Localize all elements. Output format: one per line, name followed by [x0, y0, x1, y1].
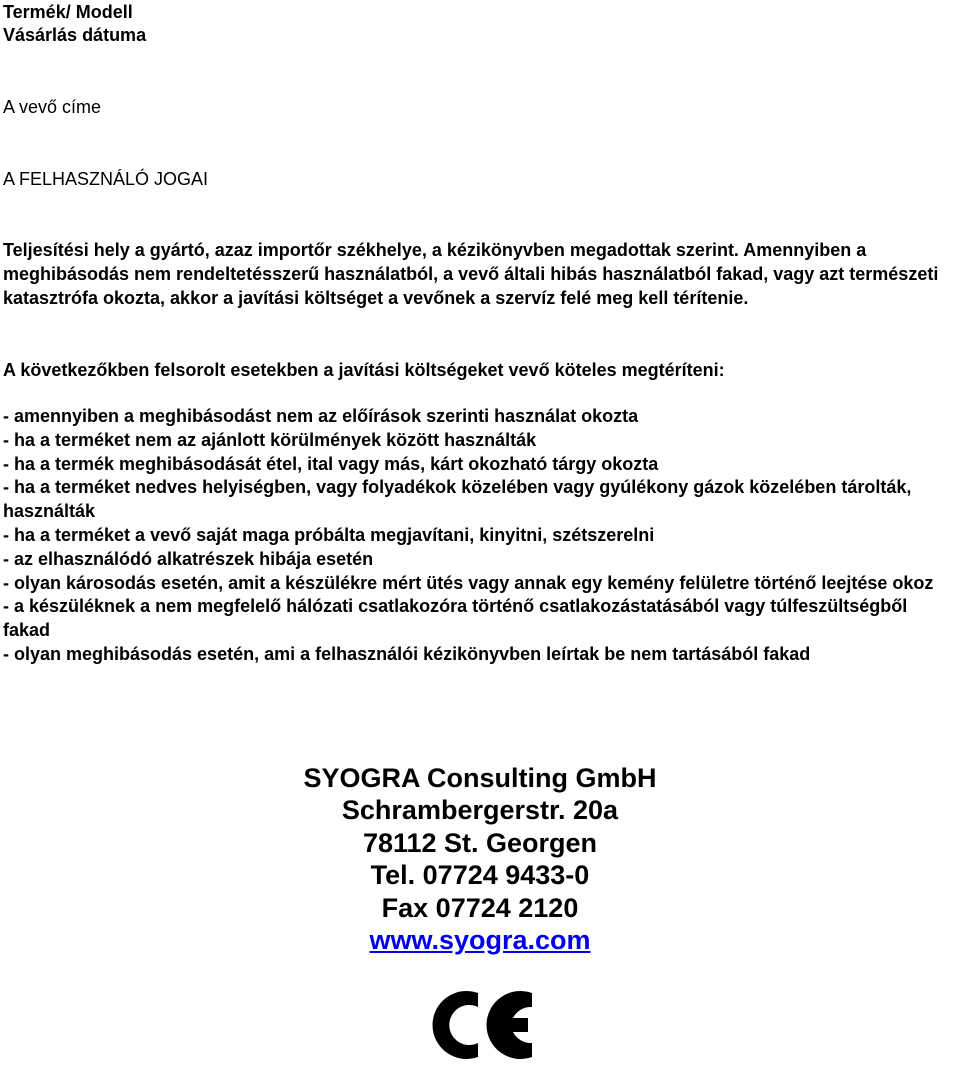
buyer-address-label: A vevő címe	[3, 97, 102, 117]
list-item: - ha a terméket nedves helyiségben, vagy folyadékok közelében vagy gyúlékony gázok közelében tárolták, használták	[3, 477, 912, 522]
product-model-label: Termék/ Modell	[3, 2, 133, 22]
company-phone: Tel. 07724 9433-0	[370, 860, 590, 891]
cost-cases-list	[3, 405, 957, 667]
company-street: Schrambergerstr. 20a	[341, 795, 619, 826]
list-item: - a készüléknek a nem megfelelő hálózati csatlakozóra történő csatlakozástatásából vagy túlfeszültségből fakad	[3, 596, 908, 641]
company-name: SYOGRA Consulting GmbH	[303, 763, 657, 793]
company-address-block	[0, 762, 960, 956]
company-city: 78112 St. Georgen	[362, 827, 598, 858]
ce-mark-icon	[428, 985, 538, 1065]
list-item: - ha a terméket nem az ajánlott körülmények között használták	[3, 429, 537, 450]
company-website-link[interactable]: www.syogra.com	[369, 925, 591, 956]
rights-paragraph-2	[3, 358, 957, 382]
list-item: - amennyiben a meghibásodást nem az előírások szerinti használat okozta	[3, 406, 639, 426]
company-fax: Fax 07724 2120	[381, 892, 579, 923]
list-item: - olyan károsodás esetén, amit a készülékre mért ütés vagy annak egy kemény felületre történő leejtése okoz	[3, 572, 934, 593]
user-rights-heading: A FELHASZNÁLÓ JOGAI	[3, 169, 209, 189]
rights-paragraph-1-text: Teljesítési hely a gyártó, azaz importőr székhelye, a kézikönyvben megadottak szerint. Amennyiben a meghibásodás nem rendeltetésszerű használatból, a vevő általi hibás használatból fakad, vagy azt természeti katasztrófa okozta, akkor a javítási költséget a vevőnek a szervíz felé meg kell térítenie.	[3, 240, 939, 308]
list-item: - olyan meghibásodás esetén, ami a felhasználói kézikönyvben leírtak be nem tartásából fakad	[3, 643, 811, 664]
rights-paragraph-2-text: A következőkben felsorolt esetekben a javítási költségeket vevő köteles megtéríteni:	[3, 360, 725, 380]
list-item: - ha a terméket a vevő saját maga próbálta megjavítani, kinyitni, szétszerelni	[3, 524, 655, 545]
purchase-date-label: Vásárlás dátuma	[3, 25, 147, 45]
rights-paragraph-1	[3, 238, 958, 310]
list-item: - ha a termék meghibásodását étel, ital vagy más, kárt okozható tárgy okozta	[3, 453, 659, 474]
list-item: - az elhasználódó alkatrészek hibája esetén	[3, 548, 374, 569]
